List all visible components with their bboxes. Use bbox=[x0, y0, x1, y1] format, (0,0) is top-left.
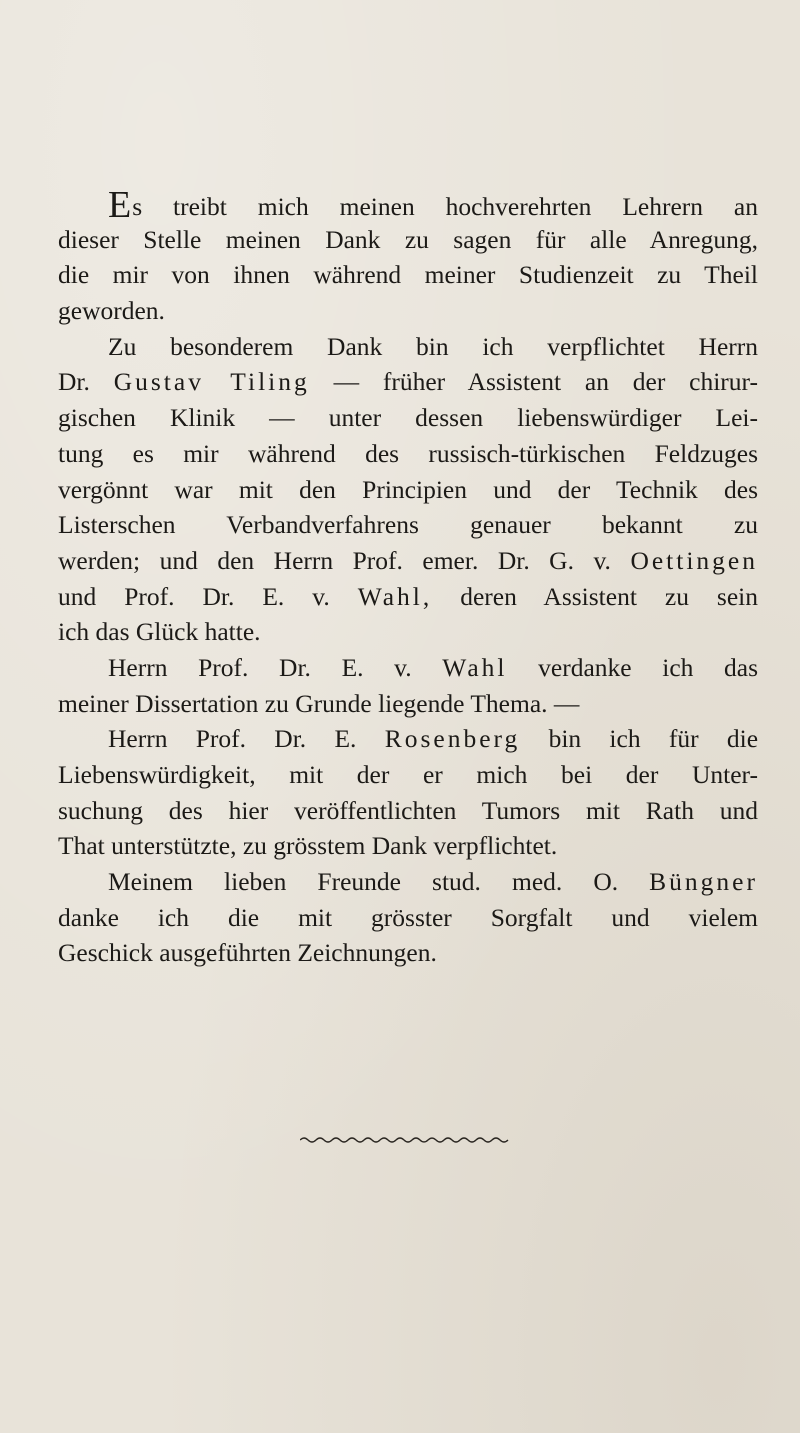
spaced-name: Rosenberg bbox=[384, 724, 521, 754]
text-line: Es treibt mich meinen hochverehrten Lehrern an bbox=[108, 184, 758, 226]
spaced-name: Wahl, bbox=[357, 581, 433, 611]
text-line: vergönnt war mit den Principien und der Technik des bbox=[58, 474, 758, 504]
spaced-name: Gustav Tiling bbox=[113, 367, 310, 397]
spaced-name: Wahl bbox=[442, 652, 508, 682]
text-line: Liebenswürdigkeit, mit der er mich bei der Unter- bbox=[58, 760, 758, 789]
text-line: die mir von ihnen während meiner Studienzeit zu Theil bbox=[58, 260, 758, 290]
text-line: Listerschen Verbandverfahrens genauer bekannt zu bbox=[58, 510, 758, 540]
text-line: werden; und den Herrn Prof. emer. Dr. G. v. Oettingen bbox=[58, 545, 758, 575]
wavy-line-divider bbox=[300, 1135, 512, 1145]
spaced-name: Oettingen bbox=[630, 545, 758, 575]
text-line: tung es mir während des russisch-türkischen Feldzuges bbox=[58, 438, 758, 468]
text-line: suchung des hier veröffentlichten Tumors mit Rath und bbox=[58, 795, 758, 825]
text-line: dieser Stelle meinen Dank zu sagen für alle Anregung, bbox=[58, 224, 758, 254]
text-line: danke ich die mit grösster Sorgfalt und vielem bbox=[58, 902, 758, 932]
text-line: geworden. bbox=[58, 296, 165, 326]
text-line: Dr. Gustav Tiling — früher Assistent an der chirur- bbox=[58, 367, 759, 397]
text-line: ich das Glück hatte. bbox=[58, 617, 261, 647]
text-line: That unterstützte, zu grösstem Dank verpflichtet. bbox=[58, 831, 558, 861]
text-line: Zu besonderem Dank bin ich verpflichtet Herrn bbox=[108, 331, 758, 361]
initial-letter: E bbox=[108, 184, 132, 226]
text-line: Meinem lieben Freunde stud. med. O. Büngner bbox=[108, 867, 758, 897]
wavy-line-icon bbox=[300, 1135, 512, 1145]
text-line: Herrn Prof. Dr. E. Rosenberg bin ich für die bbox=[108, 724, 759, 754]
spaced-name: Büngner bbox=[649, 867, 758, 897]
text-line: und Prof. Dr. E. v. Wahl, deren Assistent zu sein bbox=[58, 581, 758, 611]
text-line: Herrn Prof. Dr. E. v. Wahl verdanke ich das bbox=[108, 652, 759, 682]
text-line: Geschick ausgeführten Zeichnungen. bbox=[58, 938, 437, 968]
text-line: gischen Klinik — unter dessen liebenswürdiger Lei- bbox=[58, 403, 758, 433]
acknowledgements-text bbox=[58, 186, 758, 971]
text-line: meiner Dissertation zu Grunde liegende Thema. — bbox=[58, 688, 580, 718]
